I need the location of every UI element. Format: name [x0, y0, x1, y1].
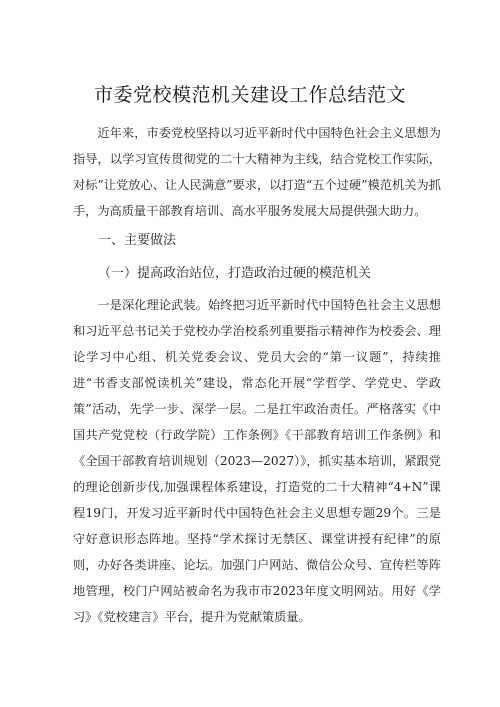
document-title: 市委党校模范机关建设工作总结范文: [93, 84, 406, 106]
subsection-heading-political: （一）提高政治站位，打造政治过硬的模范机关: [98, 266, 372, 281]
body-paragraph: 一是深化理论武装。始终把习近平新时代中国特色社会主义思想和习近平总书记关于党校办学治校系列重要指示精神作为校委会、理论学习中心组、机关党委会议、党员大会的“第一议题”，持续推进“书香支部悦读机关”建设，常态化开展“学哲学、学党史、学政策”活动，先学一步、深学一层。二是扛牢政治责任。严格落实《中国共产党党校（行政学院）工作条例》《干部教育培训工作条例》和《全国干部教育培训规划（2023—2027）》，抓实基本培训，紧跟党的理论创新步伐,加强课程体系建设，打造党的二十大精神“4+N”课程19门，开发习近平新时代中国特色社会主义思想专题29个。三是守好意识形态阵地。坚持“学术探讨无禁区、课堂讲授有纪律”的原则，办好各类讲座、论坛。加强门户网站、微信公众号、宣传栏等阵地管理，校门户网站被命名为我市市2023年度文明网站。用好《学习》《党校建言》平台，提升为党献策质量。: [73, 298, 441, 624]
section-heading-main-practices: 一、主要做法: [98, 233, 177, 248]
intro-paragraph: 近年来，市委党校坚持以习近平新时代中国特色社会主义思想为指导，以学习宣传贯彻党的二十大精神为主线，结合党校工作实际，对标”让党放心、让人民满意”要求，以打造“五个过硬”模范机关为抓手，为高质量干部教育培训、高水平服务发展大局提供强大助力。: [73, 126, 441, 218]
